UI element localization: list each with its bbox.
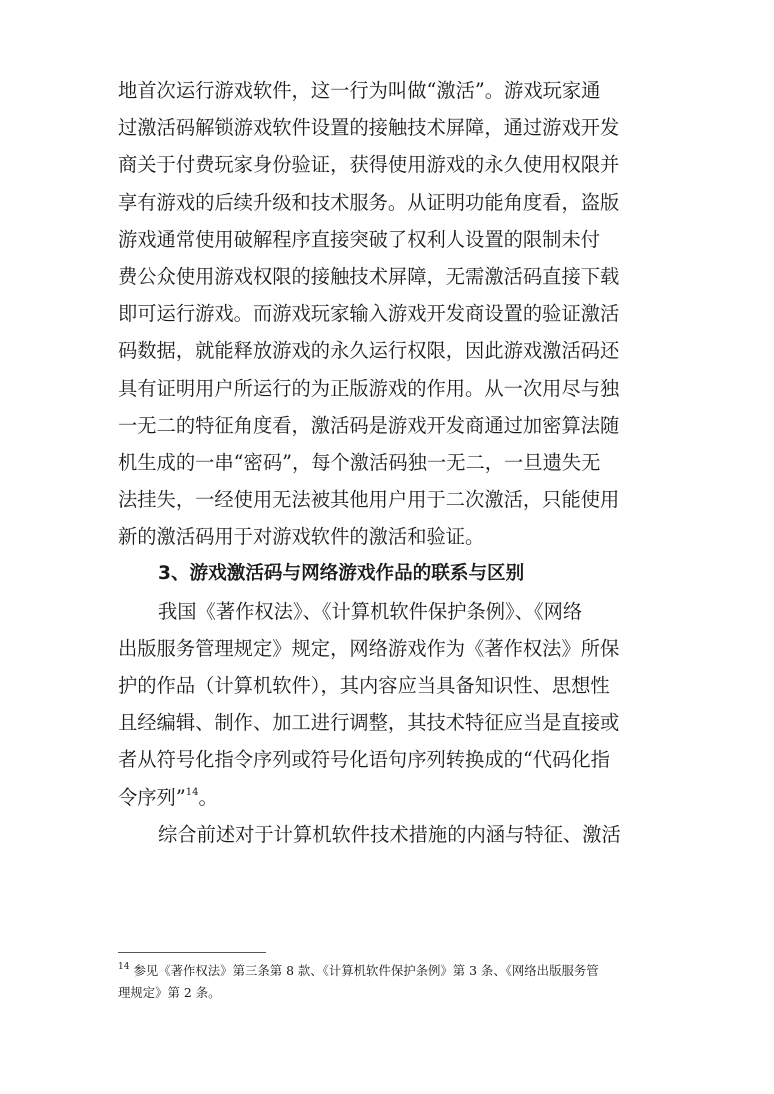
text-line: 过激活码解锁游戏软件设置的接触技术屏障，通过游戏开发 <box>118 116 620 140</box>
text-line: 法挂失，一经使用无法被其他用户用于二次激活，只能使用 <box>118 488 620 512</box>
text-line: 新的激活码用于对游戏软件的激活和验证。 <box>118 525 485 549</box>
footnote-line: 理规定》第 2 条。 <box>118 985 221 1000</box>
footnote-line <box>118 960 678 982</box>
text-line: 具有证明用户所运行的为正版游戏的作用。从一次用尽与独 <box>118 376 620 400</box>
text-line: 综合前述对于计算机软件技术措施的内涵与特征、激活 <box>158 822 621 846</box>
text-line: 费公众使用游戏权限的接触技术屏障，无需激活码直接下载 <box>118 264 620 288</box>
footnote <box>118 960 678 1004</box>
text-line: 享有游戏的后续升级和技术服务。从证明功能角度看，盗版 <box>118 190 620 214</box>
text-line: 码数据，就能释放游戏的永久运行权限，因此游戏激活码还 <box>118 339 620 363</box>
text-line: 即可运行游戏。而游戏玩家输入游戏开发商设置的验证激活 <box>118 302 620 326</box>
text-line: 护的作品（计算机软件），其内容应当具备知识性、思想性 <box>118 674 610 697</box>
text-line: 者从符号化指令序列或符号化语句序列转换成的“代码化指 <box>118 748 610 772</box>
footnote-reference[interactable]: 14 <box>185 786 199 798</box>
text-line: 我国《著作权法》、《计算机软件保护条例》、《网络 <box>158 599 583 623</box>
text-line: 地首次运行游戏软件，这一行为叫做“激活”。游戏玩家通 <box>118 79 601 102</box>
text-line: 一无二的特征角度看，激活码是游戏开发商通过加密算法随 <box>118 413 620 437</box>
text-fragment: 令序列” <box>118 785 186 809</box>
text-line: 机生成的一串“密码”，每个激活码独一无二，一旦遗失无 <box>118 450 601 474</box>
text-fragment: 。 <box>198 785 218 809</box>
text-line: 游戏通常使用破解程序直接突破了权利人设置的限制未付 <box>118 227 601 251</box>
body-text <box>118 72 660 853</box>
text-line: 且经编辑、制作、加工进行调整，其技术特征应当是直接或 <box>118 711 620 735</box>
text-line: 商关于付费玩家身份验证，获得使用游戏的永久使用权限并 <box>118 153 620 177</box>
text-line-with-footnote <box>118 779 660 816</box>
text-line: 出版服务管理规定》规定，网络游戏作为《著作权法》所保 <box>118 636 620 660</box>
footnote-text: 参见《著作权法》第三条第 8 款、《计算机软件保护条例》第 3 条、《网络出版服务管 <box>133 963 599 978</box>
footnote-number: 14 <box>118 962 130 972</box>
footnote-divider <box>118 952 266 953</box>
section-heading: 3、游戏激活码与网络游戏作品的联系与区别 <box>158 563 525 585</box>
